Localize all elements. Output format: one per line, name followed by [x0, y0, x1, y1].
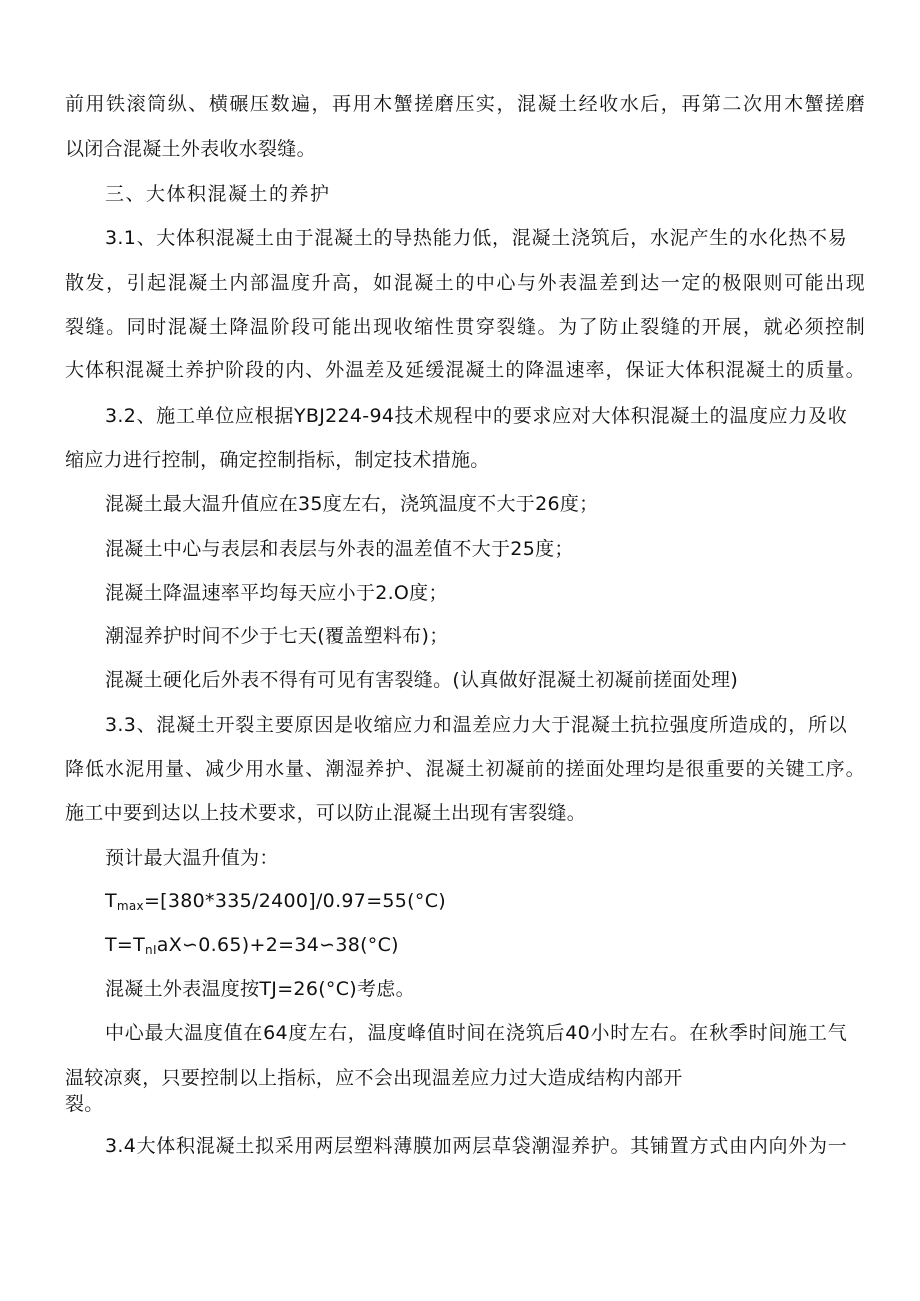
paragraph-line: 预计最大温升值为：: [105, 847, 279, 869]
paragraph-line: 降低水泥用量、减少用水量、潮湿养护、混凝土初凝前的搓面处理均是很重要的关键工序。: [65, 758, 865, 780]
formula-text: aX∽0.65)+2=34∽38(°C): [156, 934, 399, 956]
paragraph-line: 混凝土最大温升值应在35度左右，浇筑温度不大于26度；: [105, 493, 599, 515]
formula-text: T: [105, 890, 117, 912]
formula-line: [105, 889, 905, 913]
paragraph-line: 散发，引起混凝土内部温度升高，如混凝土的中心与外表温差到达一定的极限则可能出现: [65, 272, 865, 294]
paragraph-line: 混凝土中心与表层和表层与外表的温差值不大于25度；: [105, 538, 574, 560]
paragraph-line: 裂。: [65, 1093, 104, 1115]
paragraph-line: 缩应力进行控制，确定控制指标，制定技术措施。: [65, 449, 490, 471]
paragraph-line: 3.4大体积混凝土拟采用两层塑料薄膜加两层草袋潮湿养护。其铺置方式由内向外为一: [105, 1135, 847, 1157]
paragraph-line: 潮湿养护时间不少于七天(覆盖塑料布)；: [105, 625, 449, 647]
paragraph-line: 混凝土外表温度按TJ=26(°C)考虑。: [105, 978, 415, 1000]
formula-subscript: nI: [145, 943, 157, 957]
paragraph-line: 前用铁滚筒纵、横碾压数遍，再用木蟹搓磨压实，混凝土经收水后，再第二次用木蟹搓磨: [65, 93, 865, 115]
paragraph-line: 大体积混凝土养护阶段的内、外温差及延缓混凝土的降温速率，保证大体积混凝土的质量。: [65, 359, 865, 381]
paragraph-line: 温较凉爽，只要控制以上指标，应不会出现温差应力过大造成结构内部开: [65, 1067, 683, 1089]
paragraph-line: 3.2、施工单位应根据YBJ224-94技术规程中的要求应对大体积混凝土的温度应力及收: [105, 405, 847, 427]
paragraph-line: 混凝土硬化后外表不得有可见有害裂缝。(认真做好混凝土初凝前搓面处理): [105, 669, 739, 691]
formula-line: [105, 933, 905, 957]
paragraph-line: 混凝土降温速率平均每天应小于2.O度；: [105, 582, 448, 604]
section-heading: 三、大体积混凝土的养护: [105, 183, 331, 205]
formula-text: =[380*335/2400]/0.97=55(°C): [143, 890, 446, 912]
formula-subscript: max: [116, 899, 144, 913]
paragraph-line: 以闭合混凝土外表收水裂缝。: [65, 138, 316, 160]
paragraph-line: 裂缝。同时混凝土降温阶段可能出现收缩性贯穿裂缝。为了防止裂缝的开展，就必须控制: [65, 316, 865, 338]
paragraph-line: 中心最大温度值在64度左右，温度峰值时间在浇筑后40小时左右。在秋季时间施工气: [105, 1022, 847, 1044]
paragraph-line: 3.1、大体积混凝土由于混凝土的导热能力低，混凝土浇筑后，水泥产生的水化热不易: [105, 227, 847, 249]
paragraph-line: 3.3、混凝土开裂主要原因是收缩应力和温差应力大于混凝土抗拉强度所造成的，所以: [105, 714, 847, 736]
paragraph-line: 施工中要到达以上技术要求，可以防止混凝土出现有害裂缝。: [65, 802, 587, 824]
formula-text: T=T: [105, 934, 146, 956]
